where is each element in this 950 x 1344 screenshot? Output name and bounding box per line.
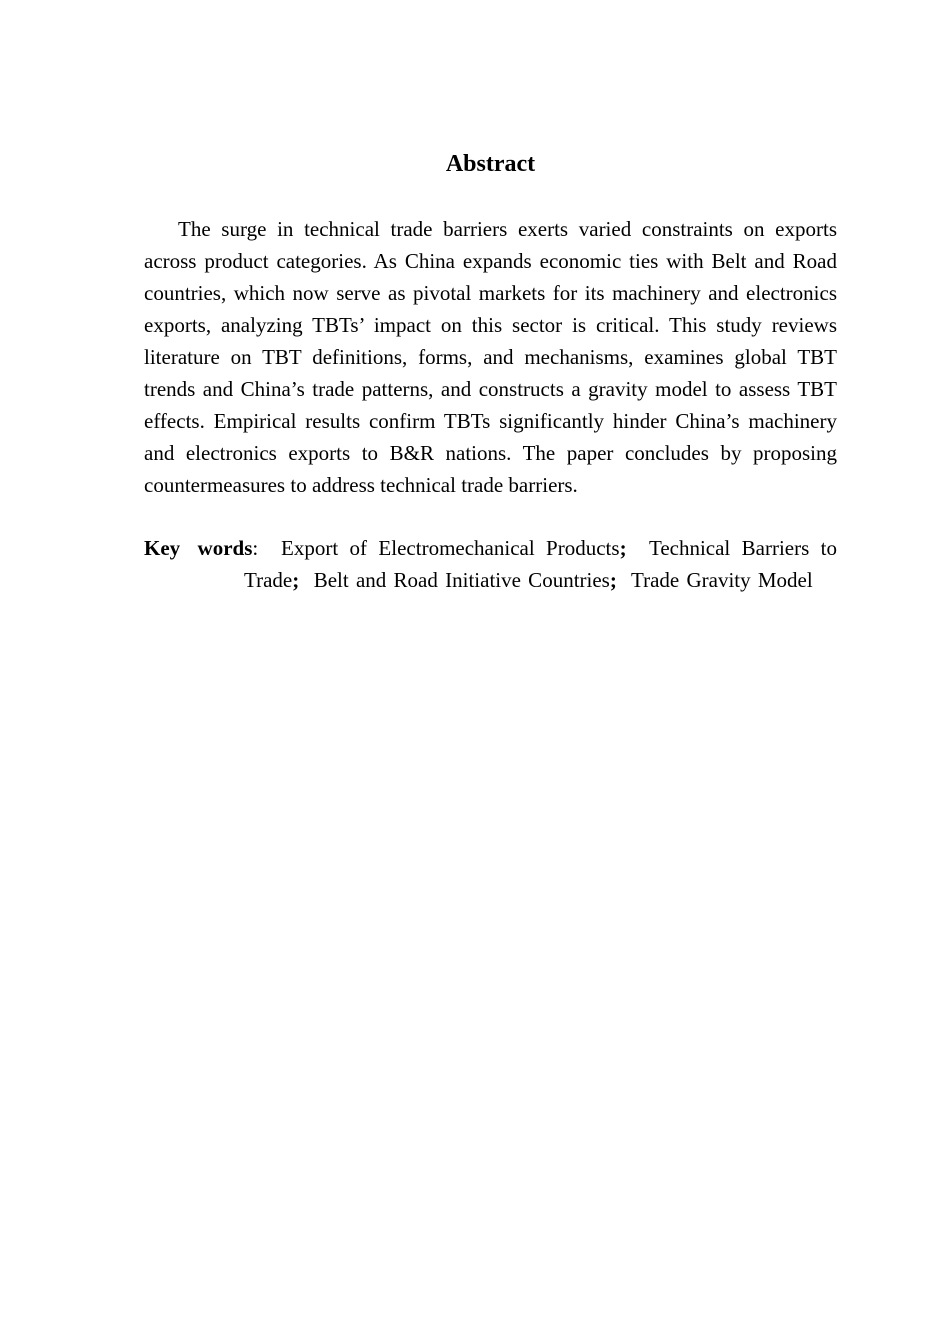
keyword-item: Trade Gravity Model [630,568,813,592]
keywords-colon: : [252,536,259,560]
abstract-paragraph: The surge in technical trade barriers exerts varied constraints on exports across product categories. As China expands economic ties with Belt and Road countries, which now serve as pivotal markets for its machinery and electronics exports, analyzing TBTs’ impact on this sector is critical. This study reviews literature on TBT definitions, forms, and mechanisms, examines global TBT trends and China’s trade patterns, and constructs a gravity model to assess TBT effects. Empirical results confirm TBTs significantly hinder China’s machinery and electronics exports to B&R nations. The paper concludes by proposing countermeasures to address technical trade barriers. [144,217,837,497]
keywords-line [144,532,837,596]
keyword-item: Technical Barriers to Trade [244,536,838,592]
keyword-separator: ; [609,568,617,592]
keyword-item: Belt and Road Initiative Countries [313,568,610,592]
abstract-heading: Abstract [445,151,536,177]
keyword-separator: ; [292,568,300,592]
keyword-item: Export of Electromechanical Products [281,536,620,560]
keyword-separator: ; [619,536,627,560]
keywords-label: Key words [144,536,253,560]
